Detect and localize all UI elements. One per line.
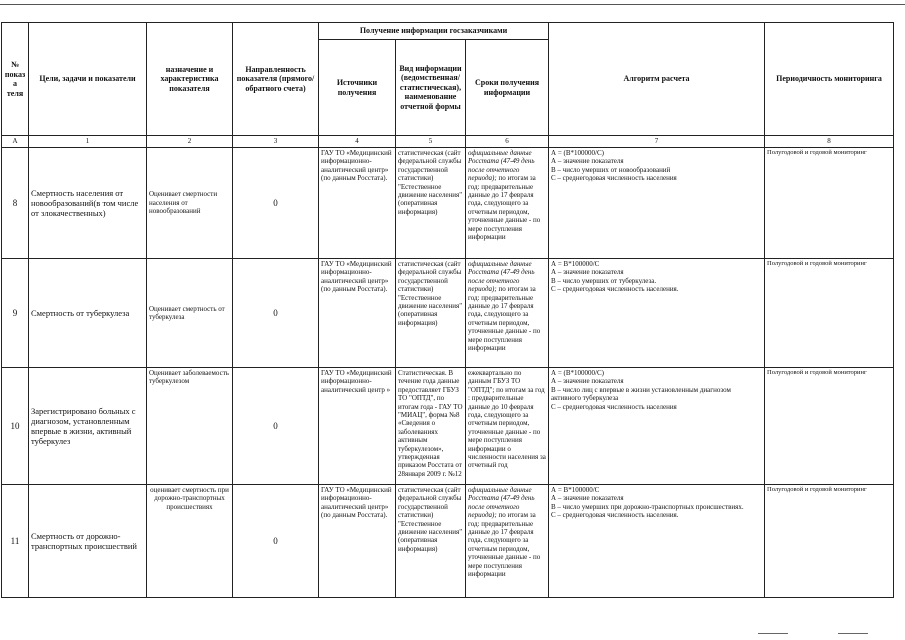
header-num: № показа теля <box>2 23 29 136</box>
algorithm-line: В – число умерших при дорожно-транспортных происшествиях. <box>551 502 744 511</box>
info-source: ГАУ ТО «Медицинский информационно-аналитический центр» (по данным Росстата). <box>319 259 396 368</box>
algorithm <box>549 259 765 368</box>
info-deadline <box>466 485 549 598</box>
indicator-name: Смертность от туберкулеза <box>29 259 147 368</box>
algorithm-line: А – значение показателя <box>551 157 624 166</box>
column-number: 4 <box>319 136 396 148</box>
column-number: 1 <box>29 136 147 148</box>
deadline-details: по итогам за год: предварительные данные до 17 февраля года, следующего за отчетным периодом, уточненные данные - по мере поступления информации <box>468 511 541 579</box>
algorithm-line: С – среднегодовая численность населения. <box>551 511 679 520</box>
indicator-direction: 0 <box>233 148 319 259</box>
algorithm-line: А = В*100000/С <box>551 486 600 494</box>
header-info-type: Вид информации (ведомственная/статистическая), наименование отчетной формы <box>396 40 466 136</box>
header-group: Получение информации госзаказчиками <box>319 23 549 40</box>
table-row <box>2 368 894 485</box>
header-deadlines: Сроки получения информации <box>466 40 549 136</box>
table-row <box>2 485 894 598</box>
top-rule <box>0 4 905 5</box>
row-number: 8 <box>2 148 29 259</box>
info-source: ГАУ ТО «Медицинский информационно-аналитический центр » <box>319 368 396 485</box>
deadline-official: официальные данные Росстата (47-49 день после отчетного периода); <box>468 149 535 183</box>
info-deadline <box>466 368 549 485</box>
deadline-details: по итогам за год: предварительные данные до 17 февраля года, следующего за отчетным периодом, уточненные данные - по мере поступления информации <box>468 174 541 242</box>
algorithm <box>549 148 765 259</box>
algorithm-line: А – значение показателя <box>551 268 624 277</box>
algorithm-line: В – число лиц с впервые в жизни установленным диагнозом активного туберкулеза <box>551 385 731 403</box>
indicator-direction: 0 <box>233 368 319 485</box>
footer-mark <box>758 633 788 634</box>
deadline-official: официальные данные Росстата (47-49 день после отчетного периода); <box>468 260 535 294</box>
algorithm <box>549 368 765 485</box>
indicator-purpose: Оценивает смертность от туберкулеза <box>147 259 233 368</box>
deadline-details: по итогам за год: предварительные данные до 17 февраля года, следующего за отчетным периодом, уточненные данные - по мере поступления информации <box>468 285 541 353</box>
indicator-purpose: оценивает смертность при дорожно-транспортных происшествиях <box>147 485 233 598</box>
column-number: 5 <box>396 136 466 148</box>
header-goals: Цели, задачи и показатели <box>29 23 147 136</box>
algorithm-line: С – среднегодовая численность населения. <box>551 285 679 294</box>
algorithm-line: В – число умерших от туберкулеза. <box>551 276 657 285</box>
info-deadline <box>466 148 549 259</box>
header-direction: Направленность показателя (прямого/обратного счета) <box>233 23 319 136</box>
indicator-direction: 0 <box>233 259 319 368</box>
column-number: А <box>2 136 29 148</box>
algorithm-line: А – значение показателя <box>551 494 624 503</box>
column-number: 2 <box>147 136 233 148</box>
indicator-purpose: Оценивает заболеваемость туберкулезом <box>147 368 233 485</box>
indicator-name: Смертность населения от новообразований(в том числе от злокачественных) <box>29 148 147 259</box>
monitoring-periodicity: Полугодовой и годовой мониторинг <box>765 259 894 368</box>
header-algorithm: Алгоритм расчета <box>549 23 765 136</box>
algorithm-line: А = (В*100000/С) <box>551 369 604 377</box>
indicator-purpose: Оценивает смертности населения от новообразований <box>147 148 233 259</box>
algorithm-line: А = (В*100000/С) <box>551 149 604 157</box>
info-source: ГАУ ТО «Медицинский информационно-аналитический центр» (по данным Росстата). <box>319 485 396 598</box>
footer-mark <box>838 633 868 634</box>
info-type: статистическая (сайт федеральной службы государственной статистики) "Естественное движение населения" (оперативная информация) <box>396 259 466 368</box>
row-number: 10 <box>2 368 29 485</box>
deadline-official: официальные данные Росстата (47-49 день после отчетного периода); <box>468 486 535 520</box>
info-deadline <box>466 259 549 368</box>
row-number: 9 <box>2 259 29 368</box>
monitoring-periodicity: Полугодовой и годовой мониторинг <box>765 485 894 598</box>
header-sources: Источники получения <box>319 40 396 136</box>
header-periodicity: Периодичность мониторинга <box>765 23 894 136</box>
algorithm <box>549 485 765 598</box>
algorithm-line: А – значение показателя <box>551 377 624 386</box>
indicator-direction: 0 <box>233 485 319 598</box>
column-number-row <box>2 136 894 148</box>
row-number: 11 <box>2 485 29 598</box>
column-number: 7 <box>549 136 765 148</box>
indicator-name: Зарегистрировано больных с диагнозом, установленным впервые в жизни, активный туберкулез <box>29 368 147 485</box>
info-type: статистическая (сайт федеральной службы государственной статистики) "Естественное движение населения" (оперативная информация) <box>396 148 466 259</box>
column-number: 6 <box>466 136 549 148</box>
column-number: 8 <box>765 136 894 148</box>
algorithm-line: А = В*100000/С <box>551 260 600 268</box>
column-number: 3 <box>233 136 319 148</box>
algorithm-line: С – среднегодовая численность населения <box>551 402 677 411</box>
header-purpose: назначение и характеристика показателя <box>147 23 233 136</box>
algorithm-line: С – среднегодовая численность населения <box>551 174 677 183</box>
indicators-table <box>1 22 894 598</box>
table-row <box>2 259 894 368</box>
info-type: Статистическая. В течение года данные предоставляет ГБУЗ ТО "ОПТД", по итогам года - ГАУ ТО "МИАЦ", форма №8 «Сведения о заболеваниях активным туберкулезом», утвержденная приказом Росстата от 28января 2009 г. №12 <box>396 368 466 485</box>
algorithm-line: В – число умерших от новообразований <box>551 165 671 174</box>
info-source: ГАУ ТО «Медицинский информационно-аналитический центр» (по данным Росстата). <box>319 148 396 259</box>
monitoring-periodicity: Полугодовой и годовой мониторинг <box>765 148 894 259</box>
monitoring-periodicity: Полугодовой и годовой мониторинг <box>765 368 894 485</box>
deadline-details: ежеквартально по данным ГБУЗ ТО "ОПТД"; по итогам за год : предварительные данные до 10 февраля года, следующего за отчетным периодом, уточненные данные - по мере поступления информации о численности населения за отчетный год <box>468 369 546 470</box>
table-row <box>2 148 894 259</box>
indicator-name: Смертность от дорожно-транспортных происшествий <box>29 485 147 598</box>
info-type: статистическая (сайт федеральной службы государственной статистики) "Естественное движение населения" (оперативная информация) <box>396 485 466 598</box>
